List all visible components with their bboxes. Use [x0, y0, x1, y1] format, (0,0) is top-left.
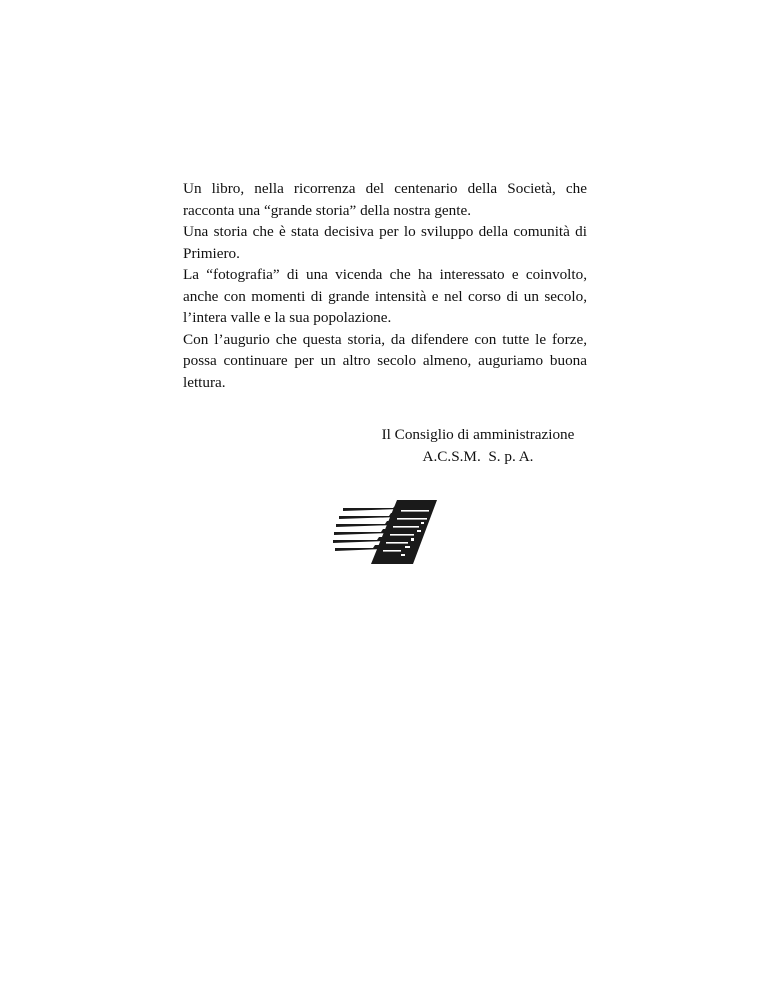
signature-block: [370, 424, 586, 467]
paragraph-1: Un libro, nella ricorrenza del centenario della Società, che racconta una “grande storia” della nostra gente.: [183, 180, 587, 219]
signature-line-2: A.C.S.M. S. p. A.: [422, 447, 534, 465]
acsm-logo-icon: [331, 500, 437, 564]
body-text: [183, 178, 587, 393]
paragraph-2: Una storia che è stata decisiva per lo sviluppo della comunità di Primiero.: [183, 223, 587, 262]
paragraph-4: Con l’augurio che questa storia, da difendere con tutte le forze, possa continuare per un altro secolo almeno, auguriamo buona lettura.: [183, 330, 587, 391]
signature-line-1: Il Consiglio di amministrazione: [381, 426, 575, 443]
paragraph-3: La “fotografia” di una vicenda che ha interessato e coinvolto, anche con momenti di grande intensità e nel corso di un secolo, l’intera valle e la sua popolazione.: [183, 266, 587, 326]
